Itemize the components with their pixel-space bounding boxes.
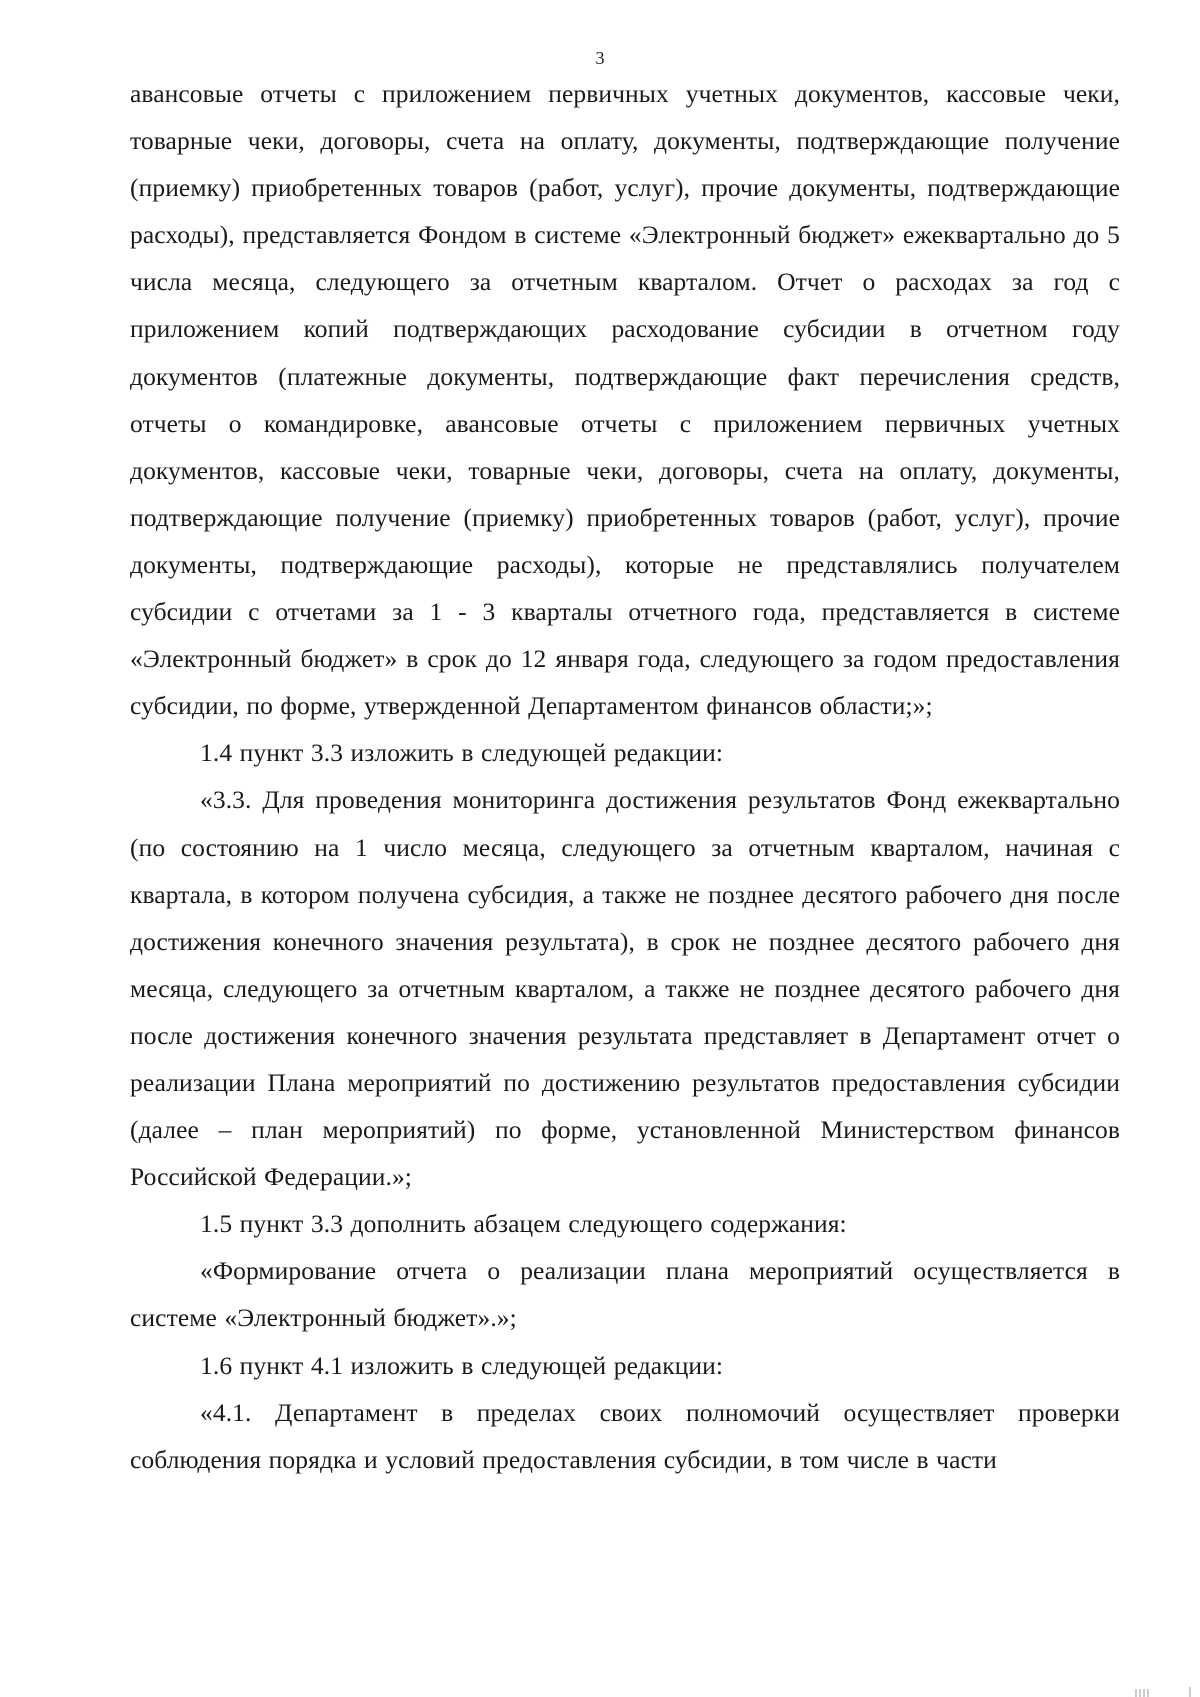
paragraph-item-1-5: 1.5 пункт 3.3 дополнить абзацем следующего содержания: bbox=[200, 1209, 847, 1239]
paragraph-item-1-6: 1.6 пункт 4.1 изложить в следующей редакции: bbox=[200, 1350, 724, 1380]
paragraph-report-formation: «Формирование отчета о реализации плана мероприятий осуществляется в системе «Электронный бюджет».»; bbox=[130, 1256, 1120, 1333]
paragraph-clause-3-3: «3.3. Для проведения мониторинга достижения результатов Фонд ежеквартально (по состоянию на 1 число месяца, следующего за отчетным кварталом, начиная с квартала, в котором получена субсидия, а также не позднее десятого рабочего дня после достижения конечного значения результата), в срок не позднее десятого рабочего дня месяца, следующего за отчетным кварталом, а также не позднее десятого рабочего дня после достижения конечного значения результата представляет в Департамент отчет о реализации Плана мероприятий по достижению результатов предоставления субсидии (далее – план мероприятий) по форме, установленной Министерством финансов Российской Федерации.»; bbox=[130, 785, 1120, 1192]
document-body bbox=[130, 70, 1120, 1483]
paragraph-item-1-4: 1.4 пункт 3.3 изложить в следующей редакции: bbox=[200, 738, 724, 768]
paragraph-reporting-expenses: авансовые отчеты с приложением первичных учетных документов, кассовые чеки, товарные чеки, договоры, счета на оплату, документы, подтверждающие получение (приемку) приобретенных товаров (работ, услуг), прочие документы, подтверждающие расходы), представляется Фондом в системе «Электронный бюджет» ежеквартально до 5 числа месяца, следующего за отчетным кварталом. Отчет о расходах за год с приложением копий подтверждающих расходование субсидии в отчетном году документов (платежные документы, подтверждающие факт перечисления средств, отчеты о командировке, авансовые отчеты с приложением первичных учетных документов, кассовые чеки, товарные чеки, договоры, счета на оплату, документы, подтверждающие получение (приемку) приобретенных товаров (работ, услуг), прочие документы, подтверждающие расходы), которые не представлялись получателем субсидии с отчетами за 1 - 3 кварталы отчетного года, представляется в системе «Электронный бюджет» в срок до 12 января года, следующего за годом предоставления субсидии, по форме, утвержденной Департаментом финансов области;»; bbox=[130, 79, 1120, 721]
scan-edge-marks bbox=[1134, 1685, 1194, 1697]
paragraph-clause-4-1: «4.1. Департамент в пределах своих полномочий осуществляет проверки соблюдения порядка и условий предоставления субсидии, в том числе в части bbox=[130, 1397, 1120, 1474]
page-number: 3 bbox=[595, 48, 605, 68]
